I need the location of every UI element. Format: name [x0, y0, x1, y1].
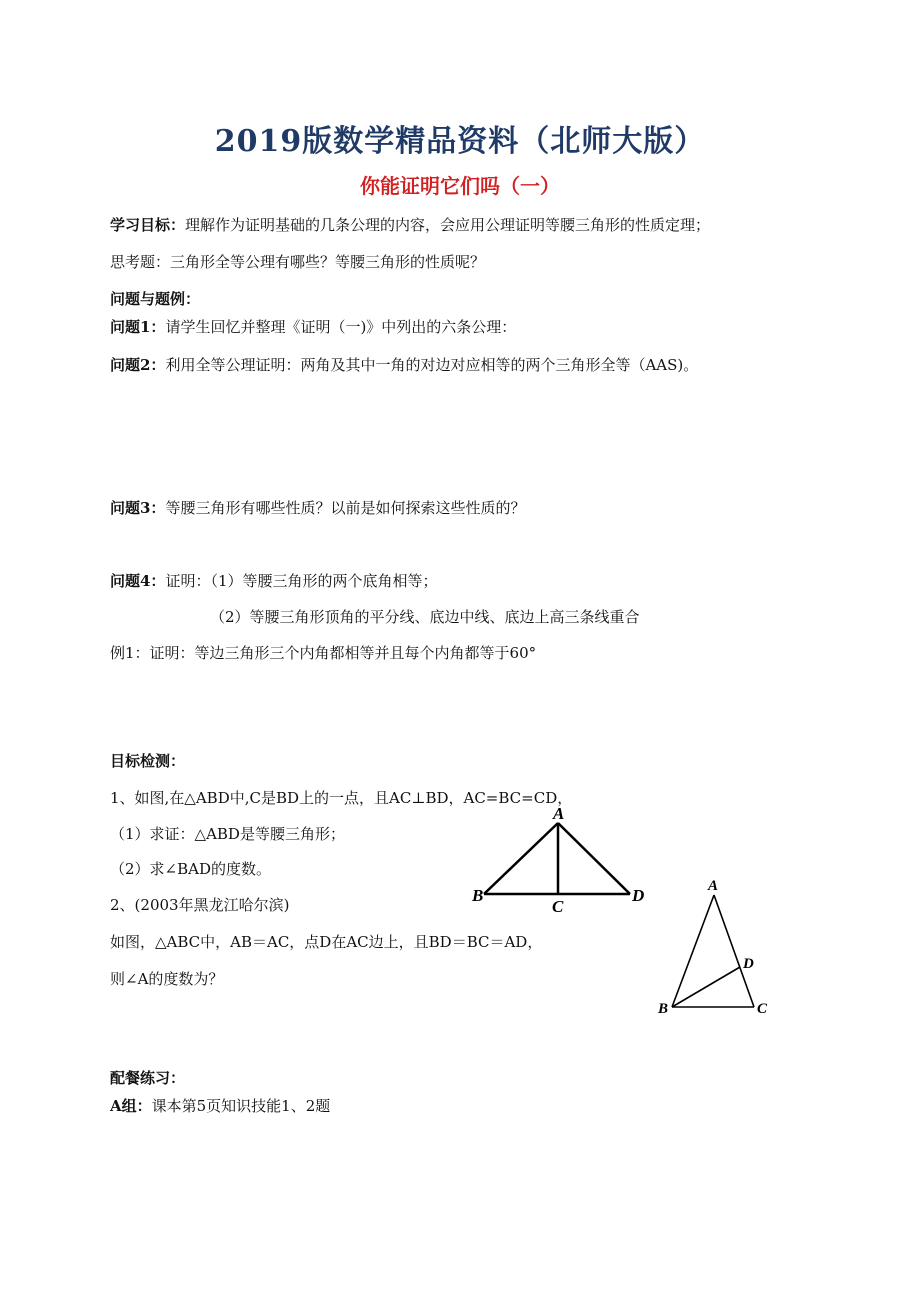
- segment-ac: [714, 895, 754, 1007]
- problem-2-text: 利用全等公理证明：两角及其中一角的对边对应相等的两个三角形全等（AAS)。: [165, 356, 699, 374]
- problem-3-label: 问题3：: [110, 499, 166, 517]
- label-c: C: [552, 897, 564, 916]
- label-b: B: [472, 886, 484, 905]
- problem-3: [110, 497, 525, 518]
- example-1: 例1：证明：等边三角形三个内角都相等并且每个内角都等于60°: [110, 644, 537, 662]
- problem-4-label: 问题4：: [110, 572, 166, 590]
- problems-heading: 问题与题例：: [110, 290, 201, 308]
- question-1-part-1: （1）求证：△ABD是等腰三角形；: [110, 825, 345, 843]
- problem-4-part-2: （2）等腰三角形顶角的平分线、底边中线、底边上高三条线重合: [210, 608, 640, 626]
- practice-heading: 配餐练习：: [110, 1069, 186, 1087]
- segment-ab: [484, 823, 558, 894]
- question-2-text: 如图，△ABC中，AB＝AC，点D在AC边上，且BD＝BC＝AD，: [110, 933, 543, 951]
- group-a-label: A组：: [110, 1097, 152, 1115]
- problem-1-text: 请学生回忆并整理《证明（一)》中列出的六条公理：: [165, 318, 517, 336]
- label-a: A: [708, 878, 719, 894]
- label-b: B: [658, 1001, 669, 1017]
- segment-bd: [672, 967, 740, 1007]
- figure-2-triangle-abc: [652, 872, 782, 1022]
- problem-1: [110, 316, 516, 337]
- label-c: C: [757, 1001, 768, 1017]
- problem-2: [110, 354, 698, 375]
- lesson-title: 你能证明它们吗（一）: [360, 174, 560, 198]
- page-title: 2019版数学精品资料（北师大版）: [214, 124, 706, 159]
- objectives-label: 学习目标：: [110, 216, 186, 234]
- label-d: D: [632, 886, 645, 905]
- learning-objectives: [110, 214, 710, 235]
- problem-3-text: 等腰三角形有哪些性质？以前是如何探索这些性质的？: [165, 499, 526, 517]
- question-1: 1、如图,在△ABD中,C是BD上的一点，且AC⊥BD，AC=BC=CD，: [110, 789, 573, 807]
- problem-1-label: 问题1：: [110, 318, 166, 336]
- target-check-heading: 目标检测：: [110, 752, 186, 770]
- problem-4: [110, 570, 437, 591]
- objectives-text: 理解作为证明基础的几条公理的内容，会应用公理证明等腰三角形的性质定理；: [185, 216, 711, 234]
- thinking-question: 思考题：三角形全等公理有哪些？等腰三角形的性质呢？: [110, 253, 486, 271]
- question-2-question: 则∠A的度数为？: [110, 970, 224, 988]
- label-a: A: [553, 804, 565, 823]
- question-2-source: 2、(2003年黑龙江哈尔滨): [110, 896, 290, 914]
- label-d: D: [743, 956, 754, 972]
- figure-1-triangle-abd: [462, 800, 662, 918]
- segment-ab: [672, 895, 714, 1007]
- question-1-part-2: （2）求∠BAD的度数。: [110, 860, 271, 878]
- group-a-text: 课本第5页知识技能1、2题: [151, 1097, 331, 1115]
- practice-group-a: [110, 1095, 330, 1116]
- problem-2-label: 问题2：: [110, 356, 166, 374]
- segment-ad: [558, 823, 630, 894]
- problem-4-text: 证明：（1）等腰三角形的两个底角相等；: [165, 572, 438, 590]
